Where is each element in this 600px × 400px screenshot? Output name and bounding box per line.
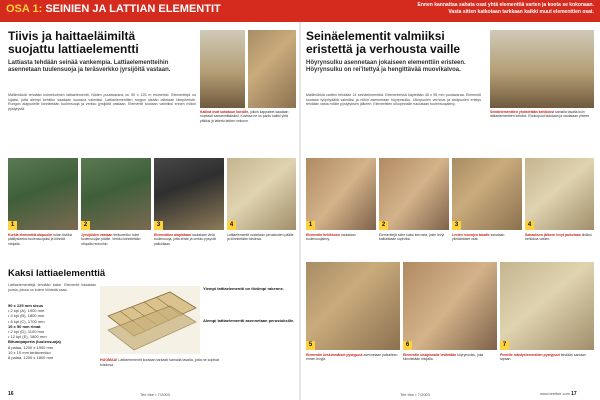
floor-element-diagram-svg <box>100 286 200 354</box>
right-step-caption-7: Pienelle mäntyelementtien pystypuut tehdään samaan tapaan. <box>500 353 586 362</box>
left-step-photo-4 <box>227 158 296 230</box>
right-step-photo-7 <box>500 262 594 350</box>
warning-lead: HUOMAA! <box>100 358 118 362</box>
left-step-caption-3: Elementtien alapintaan naulataan vielä tuulensuoja, jotta eriste ja verkko pysyvät paikoillaan. <box>154 233 216 246</box>
step-badge: 6 <box>403 341 412 350</box>
right-body: Mallimökkiä vartten tehdään 14 seinäelementtiä. Elementeissä käytetään 45 x 95 mm puutavaraa. Elementit kootaan työpöydällä valmiiksi ja niihin asennetaan höyrynsulku. Ulkopuolen verhous ja sisäpuolen eristys tehdään vasta mökin pystytyksen jälkeen. Elementtien ulkopinnalle naulataan tuulensuojalevy. <box>306 93 481 107</box>
right-headline-line-1: Seinäelementit valmiiksi <box>306 29 445 43</box>
floor-elements-subheading: Kaksi lattiaelementtiä <box>8 268 106 279</box>
right-step-caption-4: Sahauksen jälkeen levyt painetaan tiiviiksi kehikkoa vasten. <box>525 233 592 242</box>
diagram-callout-upper: Ylempi lattiaelementti on tiiviimpi rakenne. <box>203 286 284 291</box>
step-badge: 4 <box>525 221 534 230</box>
warning-note <box>100 358 220 367</box>
right-footer <box>540 391 577 397</box>
step-badge: 2 <box>81 221 90 230</box>
right-headline-line-2: eristettä ja verhousta vaille <box>306 42 461 56</box>
right-step-photo-1 <box>306 158 376 230</box>
spec-item: • 2 kpl (A), 1900 mm <box>8 308 45 314</box>
right-photo-caption-text: samalla tavalla kuin lattiaelementtien kehikot. Runkopuut ladotaan ja naulataan yhteen. <box>490 110 591 119</box>
section-note-line-1: Ennen kannattaa sahata osat yhtä elementtiä varten ja koota se kokonaan. <box>417 2 594 8</box>
left-headline-line-1: Tiivis ja haittaeläimiltä <box>8 29 136 43</box>
spec-item: 8 palaa, 1200 x 1800 mm <box>8 355 54 361</box>
left-footer-mag: Tee Itse • 7/2003 <box>140 392 170 397</box>
left-step-caption-1: Kurkia elementtiä alapuolin rullan tiiviiksi päällysteeksi tuulensuojaksi ja kiinnitä nitojalla. <box>8 233 73 246</box>
step-badge: 3 <box>154 221 163 230</box>
floor-element-diagram <box>100 286 200 354</box>
spec-title-1: 90 x 125 mm sisus <box>8 303 44 308</box>
spec-item: • 4 kpl (B), 1800 mm <box>8 313 45 319</box>
left-lead: Lattiasta tehdään seinää vankempia. Lattiaelementteihin asennetaan tuulensuoja ja teräsverkko jyrsijöitä vastaan. <box>8 60 171 74</box>
left-page-number: 16 <box>8 391 14 397</box>
right-photo-caption-lead: Seinäelementtien yhdistetään kehikoksi <box>490 110 555 114</box>
section-title <box>6 3 221 15</box>
step-badge: 1 <box>306 221 315 230</box>
left-step-caption-4: Lattiaelementit nostetaan perustusten päälle ja kiinnitetään toisiinsa. <box>227 233 294 242</box>
floor-elements-intro: Lattiaelementtejä tehdään kaksi. Elementit kasataan puista, joissa on kolme kiinteää osaa. <box>8 283 96 292</box>
page-spine <box>299 22 301 400</box>
step-badge: 5 <box>306 341 315 350</box>
section-note-line-2: Vasta sitten katkotaan tarkkaan kaikki muut elementtien osat. <box>448 8 594 15</box>
diagram-callout-lower: Alempi lattiaelementti asennetaan perustuksille. <box>203 318 295 323</box>
spec-item: • 12 kpl (E), 1800 mm <box>8 334 47 340</box>
step-badge: 3 <box>452 221 461 230</box>
step-badge: 4 <box>227 221 236 230</box>
spec-item: 8 palaa, 1200 x 1900 mm <box>8 344 54 350</box>
spec-title-3: Bitumipaperia (tuulensuoja) <box>8 339 61 345</box>
right-step-caption-2: Elementtejä tulee kaksi kerrosta, joten levyt katkaistaan sopiviksi. <box>379 233 445 242</box>
warning-text: Lattiaelementit kootaan tarkasti samalla tavalla, jotta ne sopivat toisiinsa. <box>100 358 220 367</box>
step-badge: 7 <box>500 341 509 350</box>
right-page-number: 17 <box>571 391 577 397</box>
left-photo-caption-lead: Kalikot ovat sahatuun koroille, <box>200 110 250 114</box>
spec-list <box>8 303 96 360</box>
step-badge: 1 <box>8 221 17 230</box>
step-badge: 2 <box>379 221 388 230</box>
right-step-photo-5 <box>306 262 400 350</box>
right-photo-caption <box>490 110 594 146</box>
left-step-photo-2 <box>81 158 151 230</box>
right-step-photo-6 <box>403 262 497 350</box>
left-photo-caption-text: jolloin kappaleet saadaan nopeasti samanmittaisiksi. Kuvissa ne on pantu kaikki yhtä pitkiksi ja laitettu lattian runkoon. <box>200 110 289 123</box>
section-note <box>344 2 594 15</box>
left-photo-lumber <box>200 30 245 108</box>
right-step-photo-2 <box>379 158 449 230</box>
left-step-photo-1 <box>8 158 78 230</box>
right-footer-mag: Tee Itse • 7/2003 <box>400 392 430 397</box>
left-step-photo-3 <box>154 158 224 230</box>
right-step-photo-4 <box>525 158 594 230</box>
left-body: Mallimökkiä tehdään kolmekolmen lattiaelementti. Niiden puutavarana on 50 x 125 m esimerkki. Elementtejä on lujaksi, jotta alempi kehikko saadaan suorana valmiiksi. Lattiaelementtien rungon sisään laitetaan lämpöeriste. Rungon alapuolelle kiinnitetään tuulensuoja ja verkko jyrsijöitä vastaan. Elementit kootaan valmiiksi ennen mökin pystytystä. <box>8 93 196 111</box>
right-step-caption-5: Elementin keskimmäiset pystypuut asennetaan paikalleen ennen levyjä. <box>306 353 398 362</box>
spec-item: 10 x 10 mm teräsverkko <box>8 349 51 355</box>
left-headline <box>8 30 198 56</box>
spec-item: • 2 kpl (D), 1100 mm <box>8 329 45 335</box>
section-number: OSA 1: <box>6 3 43 15</box>
left-photo-caption <box>200 110 296 140</box>
right-step-photo-3 <box>452 158 522 230</box>
left-step-caption-2: Jyrsijöiden vastaan teräsverkko tulee tuulensuojan päälle. Verkko kiinnitetään nitojalla reunoihin. <box>81 233 141 246</box>
section-header-bar <box>0 0 600 22</box>
right-step-caption-6: Elementin sisäpinnalle levitetään höyrynsulku, joka kiinnitetään nitojalla. <box>403 353 484 362</box>
left-footer <box>8 391 14 397</box>
right-photo-frames <box>490 30 594 108</box>
left-photo-cutting <box>248 30 296 108</box>
right-footer-url[interactable]: www.teeitse.com <box>540 391 571 396</box>
right-step-caption-3: Levien reunojen tasalle sahataan ylimääräiset osat. <box>452 233 505 242</box>
right-lead: Höyrynsulku asennetaan jokaiseen elementtiin eristeen. Höyrynsulku on rei'itettyä ja hengittävää muovikalvoa. <box>306 60 466 74</box>
spec-item: • 8 kpl (C), 1700 mm <box>8 318 45 324</box>
left-headline-line-2: suojattu lattiaelementti <box>8 42 139 56</box>
right-step-caption-1: Elementin kehikkoon naulataan tuulensuojalevy. <box>306 233 356 242</box>
section-title-text: SEINIEN JA LATTIAN ELEMENTIT <box>45 3 221 15</box>
spec-title-2: 19 x 50 mm rimat <box>8 323 41 329</box>
